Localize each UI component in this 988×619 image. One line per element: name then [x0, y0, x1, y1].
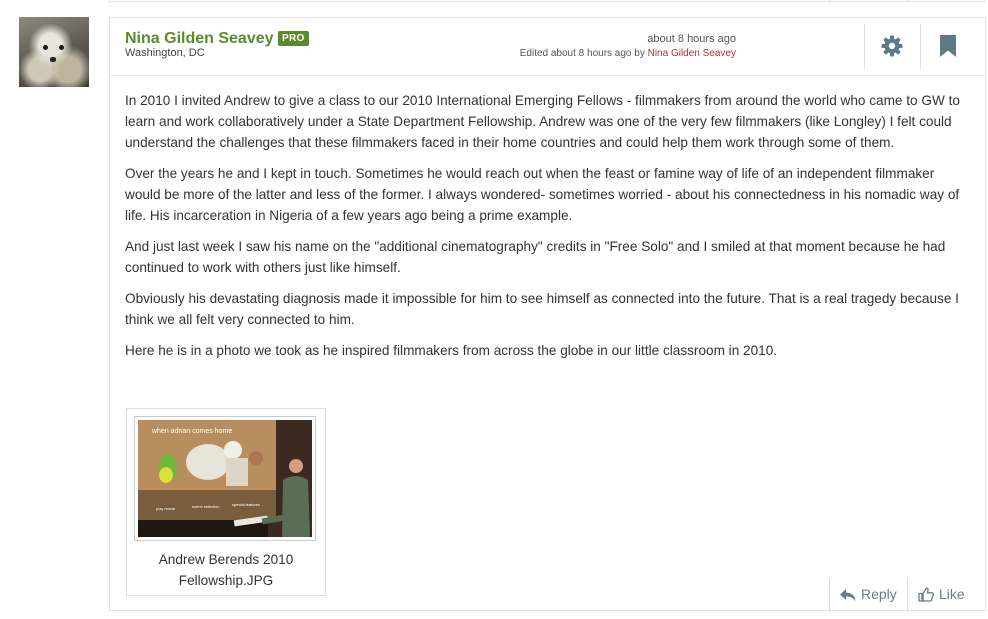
header-divider	[920, 24, 921, 69]
screen-menu-label: play movie	[156, 506, 176, 511]
bookmark-icon	[938, 35, 958, 57]
post-paragraph: Here he is in a photo we took as he inspired filmmakers from across the globe in our little classroom in 2010.	[125, 343, 778, 358]
screen-menu-label: special features	[232, 502, 261, 507]
edited-by-link[interactable]: Nina Gilden Seavey	[647, 48, 736, 59]
avatar-nose	[50, 57, 56, 62]
previous-post-card-edge	[109, 0, 986, 2]
reply-button[interactable]	[840, 586, 897, 602]
avatar-eye	[59, 45, 64, 50]
attachment-caption[interactable]	[127, 549, 325, 591]
post-paragraph: Obviously his devastating diagnosis made it impossible for him to see himself as connected into the future. That is a real tragedy because I think we all felt very connected to him.	[125, 291, 959, 327]
post-paragraph: And just last week I saw his name on the "additional cinematography" credits in "Free Solo" and I smiled at that moment because he had continued to work with others just like himself.	[125, 239, 946, 275]
attachment-photo	[138, 420, 312, 537]
reply-arrow-icon	[840, 588, 856, 602]
post-body	[125, 90, 973, 371]
settings-button[interactable]	[880, 34, 904, 58]
screen-menu-label: scene selection	[192, 504, 220, 509]
author-name-link[interactable]: Nina Gilden Seavey	[125, 30, 274, 47]
previous-post-divider	[907, 0, 908, 2]
previous-post-divider	[829, 0, 830, 2]
like-label: Like	[939, 586, 965, 602]
edited-note	[520, 48, 736, 59]
attachment-caption-line: Andrew Berends 2010	[158, 552, 294, 567]
attachment-thumbnail-frame	[134, 416, 316, 541]
post-paragraph: Over the years he and I kept in touch. Sometimes he would reach out when the feast or famine way of life of an independent filmmaker would be more of the latter and less of the former. I always wondered- sometimes worried - about his connectedness in his nomadic way of life. His incarceration in Nigeria of a few years ago being a prime example.	[125, 166, 960, 223]
screen-title-text: when adnan comes home	[152, 428, 233, 435]
settings-gear-icon	[880, 34, 904, 58]
attachment-thumbnail[interactable]	[138, 420, 312, 537]
author-avatar[interactable]	[19, 17, 89, 87]
post-paragraph: In 2010 I invited Andrew to give a class to our 2010 International Emerging Fellows - filmmakers from around the world who came to GW to learn and work collaboratively under a State Department Fellowship. Andrew was one of the very few filmmakers (like Longley) I felt could understand the challenges that these filmmakers faced in their home countries and could help them work through some of them.	[125, 93, 960, 150]
attachment-caption-line: Fellowship.JPG	[178, 573, 274, 588]
post-card	[109, 17, 986, 611]
avatar-eye	[43, 45, 48, 50]
footer-divider	[907, 578, 908, 612]
bookmark-button[interactable]	[938, 35, 958, 57]
image-attachment[interactable]	[126, 408, 326, 596]
reply-label: Reply	[861, 586, 897, 602]
footer-divider	[829, 578, 830, 612]
like-button[interactable]	[918, 586, 965, 602]
thumbs-up-icon	[918, 587, 934, 602]
post-timestamp: about 8 hours ago	[647, 33, 736, 45]
pro-badge: PRO	[278, 31, 309, 46]
author-location: Washington, DC	[125, 47, 205, 59]
post-header	[110, 18, 985, 76]
edited-prefix: Edited about 8 hours ago by	[519, 48, 645, 59]
header-divider	[864, 24, 865, 69]
